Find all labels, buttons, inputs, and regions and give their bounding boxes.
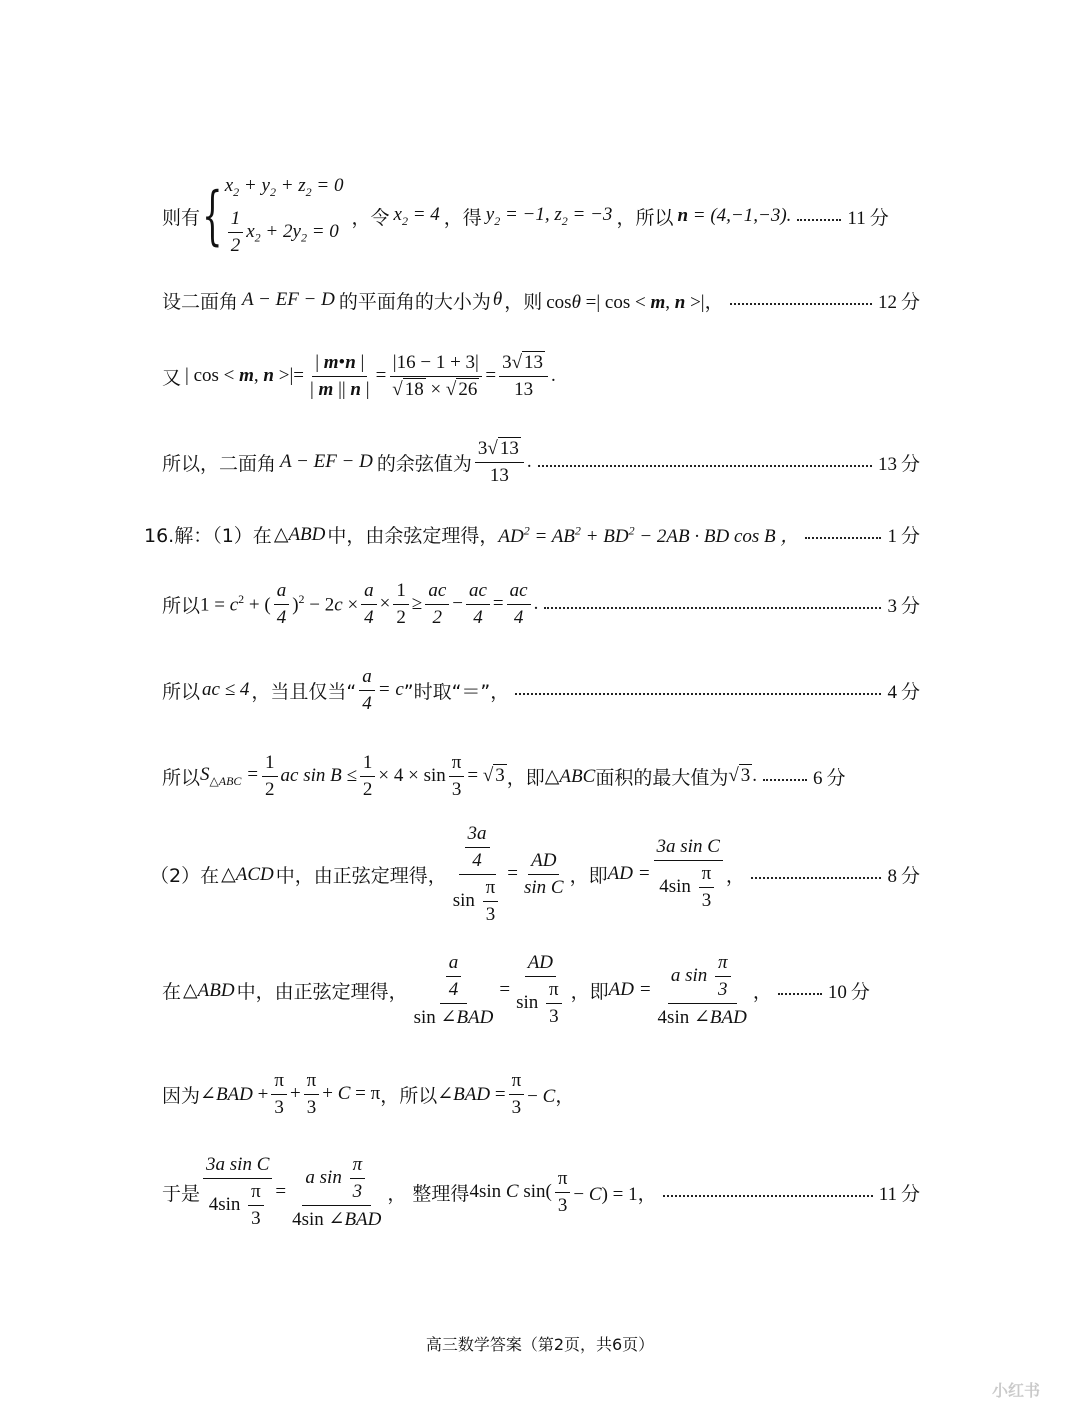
formula: $1 = c^2$ + ( xyxy=(200,591,271,616)
fraction: $\frac{1}{2}$ xyxy=(262,752,278,801)
solution-line-angle-sum: 因为 ∠BAD + $\frac{\pi}{3}$ + $\frac{\pi}{3}$ + C = π ，所以 ∠BAD = $\frac{\pi}{3}$ − C， xyxy=(162,1069,575,1118)
line-text: ，即 xyxy=(570,980,609,1003)
line-text: ”时取“＝”， xyxy=(403,680,510,703)
fraction: $\frac{\pi}{3}$ xyxy=(509,1070,525,1119)
dot-leader xyxy=(763,779,807,781)
problem-16-part1-start xyxy=(144,518,920,550)
dot-leader xyxy=(515,693,881,695)
fraction: $\frac{3√ 13}{13}$ xyxy=(499,352,548,401)
solution-line-normal-vector-n xyxy=(162,168,920,264)
score-mark: 4 分 xyxy=(887,680,920,703)
line-text: 中，由余弦定理得， xyxy=(327,524,499,547)
line-text: 设二面角 xyxy=(162,290,239,313)
dot-leader xyxy=(797,219,841,221)
score-mark: 1 分 xyxy=(887,524,920,547)
score-mark: 3 分 xyxy=(887,594,920,617)
line-text: 16.解：（1）在 xyxy=(144,524,272,547)
score-mark: 6 分 xyxy=(813,766,846,789)
formula: θ xyxy=(492,289,503,310)
fraction: $\frac{AD}{\text{sin C}}$ xyxy=(523,849,564,898)
score-mark: 8 分 xyxy=(887,864,920,887)
fraction: $\frac{\pi}{3}$ xyxy=(304,1070,320,1119)
formula: √ 3 . xyxy=(728,765,758,786)
line-text: 的平面角的大小为 xyxy=(338,290,491,313)
formula: △ABC xyxy=(544,765,596,787)
equation-1: $x_2 + y_2 + z_2 = 0$ xyxy=(224,175,344,199)
page-top-edge xyxy=(0,0,1080,12)
fraction: $\frac{ac}{4}$ xyxy=(466,580,490,629)
fraction: $\frac{a}{4}$ xyxy=(359,666,375,715)
formula: $y_2 = -1$, $z_2 = -3$ xyxy=(485,203,613,228)
fraction: $\frac{a}{4}$ xyxy=(274,580,290,629)
formula: | cos < m, n >|= xyxy=(185,365,304,386)
line-text: 所以 xyxy=(162,766,201,789)
line-text: 的余弦值为 xyxy=(376,452,472,475)
solution-line-conclusion: 所以，二面角 A − EF − D 的余弦值为 $\frac{3√ 13}{13}$ . 13 分 xyxy=(162,437,920,486)
fraction: $\frac{ac}{4}$ xyxy=(507,580,531,629)
formula: △ABD xyxy=(273,523,326,545)
page-footer: 高三数学答案（第2页，共6页） xyxy=(425,1335,655,1354)
line-text: ，所以 xyxy=(616,206,674,229)
line-text: 面积的最大值为 xyxy=(595,766,729,789)
solution-line-simplified: 于是 3a sin C 4sin $\frac{\pi}{3}$ = a sin $\frac{\pi}{3}$ 4sin ∠BAD ， 整理得 4sin C sin( $\frac{\pi}{3}$ − C) = 1， 11 分 xyxy=(162,1153,920,1230)
formula: ∠BAD + xyxy=(200,1083,269,1105)
solution-line-equality-condition xyxy=(162,660,920,720)
fraction: $\frac{3√ 13}{13}$ xyxy=(475,438,524,487)
fraction: $\frac{a}{4}$ xyxy=(361,580,377,629)
fraction: $\frac{\pi}{3}$ xyxy=(555,1168,571,1217)
problem-16-part2-abd: 在 △ABD 中，由正弦定理得， $\frac{\frac{a}{4}}{\text{sin ∠BAD}}$ = AD sin $\frac{\pi}{3}$ ，即 AD = a sin $\frac{\pi}{3}$ 4sin ∠BAD ， 10 分 xyxy=(162,951,870,1028)
left-brace: { xyxy=(202,179,223,253)
line-text: ，即 xyxy=(569,864,608,887)
formula: AD = xyxy=(607,863,651,884)
dot-leader xyxy=(538,465,872,467)
fraction: AD sin $\frac{\pi}{3}$ xyxy=(513,952,568,1028)
formula: n = (4,−1,−3). xyxy=(677,205,792,226)
line-text: 中，由正弦定理得， xyxy=(236,980,408,1003)
line-text: 因为 xyxy=(162,1084,201,1107)
formula: $AD^2 = AB^2 + BD^2 - 2AB$ · BD cos B ， xyxy=(498,523,800,547)
fraction: $\frac{\pi}{3}$ xyxy=(449,752,465,801)
dot-leader xyxy=(663,1195,873,1197)
formula: $x_2 = 4$ xyxy=(393,203,440,228)
fraction: $\frac{1}{2}$ xyxy=(360,752,376,801)
watermark: 小红书 xyxy=(991,1381,1040,1400)
line-text: 则有 xyxy=(162,206,201,229)
solution-line-inequality: 所以 $1 = c^2$ + ( $\frac{a}{4}$ )$^2$ − 2c × $\frac{a}{4}$ × $\frac{1}{2}$ ≥ $\frac{ac}{2}$ − $\frac{ac}{4}$ = $\frac{ac}{4}$ . 3 分 xyxy=(162,579,920,628)
formula: △ABD xyxy=(183,979,235,1001)
dot-leader xyxy=(544,607,881,609)
line-text: （2）在 xyxy=(150,864,220,887)
score-mark: 11 分 xyxy=(878,1182,920,1205)
fraction: $\frac{ac}{2}$ xyxy=(425,580,449,629)
line-text: ，当且仅当“ xyxy=(251,680,357,703)
line-text: ，即 xyxy=(506,766,545,789)
formula: = c xyxy=(377,679,404,700)
line-text: ，令 xyxy=(351,206,390,229)
fraction: $\frac{|16 - 1 + 3|}{√ 18 \times √ 26}$ xyxy=(389,352,482,401)
formula: 4sin C sin( xyxy=(469,1181,552,1202)
line-text: 所以 xyxy=(162,680,201,703)
dot-leader xyxy=(730,303,872,305)
problem-16-part2-acd: （2）在 △ACD 中，由正弦定理得， $\frac{3a}{4}$ sin $\frac{\pi}{3}$ = $\frac{AD}{\text{sin C}}$ ，即 AD = 3a sin C 4sin $\frac{\pi}{3}$ ， 8 分 xyxy=(150,822,920,925)
formula: ac sin B ≤ xyxy=(280,765,357,786)
line-text: ，所以 xyxy=(380,1084,438,1107)
dot-leader xyxy=(805,537,881,539)
line-text: 中，由正弦定理得， xyxy=(275,864,447,887)
line-text: ，则 xyxy=(504,290,543,313)
line-text: 所以，二面角 xyxy=(162,452,277,475)
formula: △ACD xyxy=(221,863,274,885)
fraction: $\frac{| m•n |}{| m || n |}$ xyxy=(309,351,370,400)
fraction: 3a sin C 4sin $\frac{\pi}{3}$ xyxy=(203,1154,272,1230)
line-text: 于是 xyxy=(162,1182,201,1205)
solution-line-max-area: 所以 $S_{\triangle ABC}$ = $\frac{1}{2}$ ac sin B ≤ $\frac{1}{2}$ × 4 × sin $\frac{\pi}{3}$ = √ 3 ，即 △ABC 面积的最大值为 √ 3 . 6 分 xyxy=(162,751,846,800)
equation-system xyxy=(225,175,344,257)
formula: ac ≤ 4 xyxy=(202,679,250,700)
solution-line-dihedral-angle xyxy=(162,284,920,316)
fraction: a sin $\frac{\pi}{3}$ 4sin ∠BAD xyxy=(657,951,747,1028)
equation-2: $\frac{1}{2}$ $x_2 + 2y_2 = 0$ xyxy=(225,208,344,257)
dot-leader xyxy=(778,993,822,995)
fraction: $\frac{\pi}{3}$ xyxy=(271,1070,287,1119)
formula: ∠BAD = xyxy=(437,1083,506,1105)
fraction: a sin $\frac{\pi}{3}$ 4sin ∠BAD xyxy=(292,1153,382,1230)
formula: cosθ =| cos < m, n >|， xyxy=(546,291,724,313)
solution-line-cosine-value: 又 | cos < m, n >|= $\frac{| m•n |}{| m || n |}$ = $\frac{|16 - 1 + 3|}{√ 18 \times √ 26}$ = $\frac{3√ 13}{13}$ . xyxy=(162,351,556,400)
score-mark: 12 分 xyxy=(877,290,920,313)
line-text: ， 整理得 xyxy=(387,1182,470,1205)
score-mark: 13 分 xyxy=(877,452,920,475)
line-text: ，得 xyxy=(443,206,482,229)
score-mark: 10 分 xyxy=(827,980,870,1003)
fraction: 3a sin C 4sin $\frac{\pi}{3}$ xyxy=(654,836,723,912)
formula: A − EF − D xyxy=(242,289,335,310)
line-text: 又 xyxy=(162,366,182,389)
dot-leader xyxy=(751,877,882,879)
formula: AD = xyxy=(608,979,652,1000)
score-mark: 11 分 xyxy=(847,206,889,229)
line-text: 所以 xyxy=(162,594,201,617)
formula: A − EF − D xyxy=(280,451,373,472)
fraction: $\frac{1}{2}$ xyxy=(393,580,409,629)
fraction: $\frac{\frac{a}{4}}{\text{sin ∠BAD}}$ xyxy=(413,951,494,1028)
formula: $S_{\triangle ABC}$ = xyxy=(200,763,259,788)
line-text: 在 xyxy=(162,980,182,1003)
fraction: $\frac{3a}{4}$ sin $\frac{\pi}{3}$ xyxy=(450,823,505,926)
